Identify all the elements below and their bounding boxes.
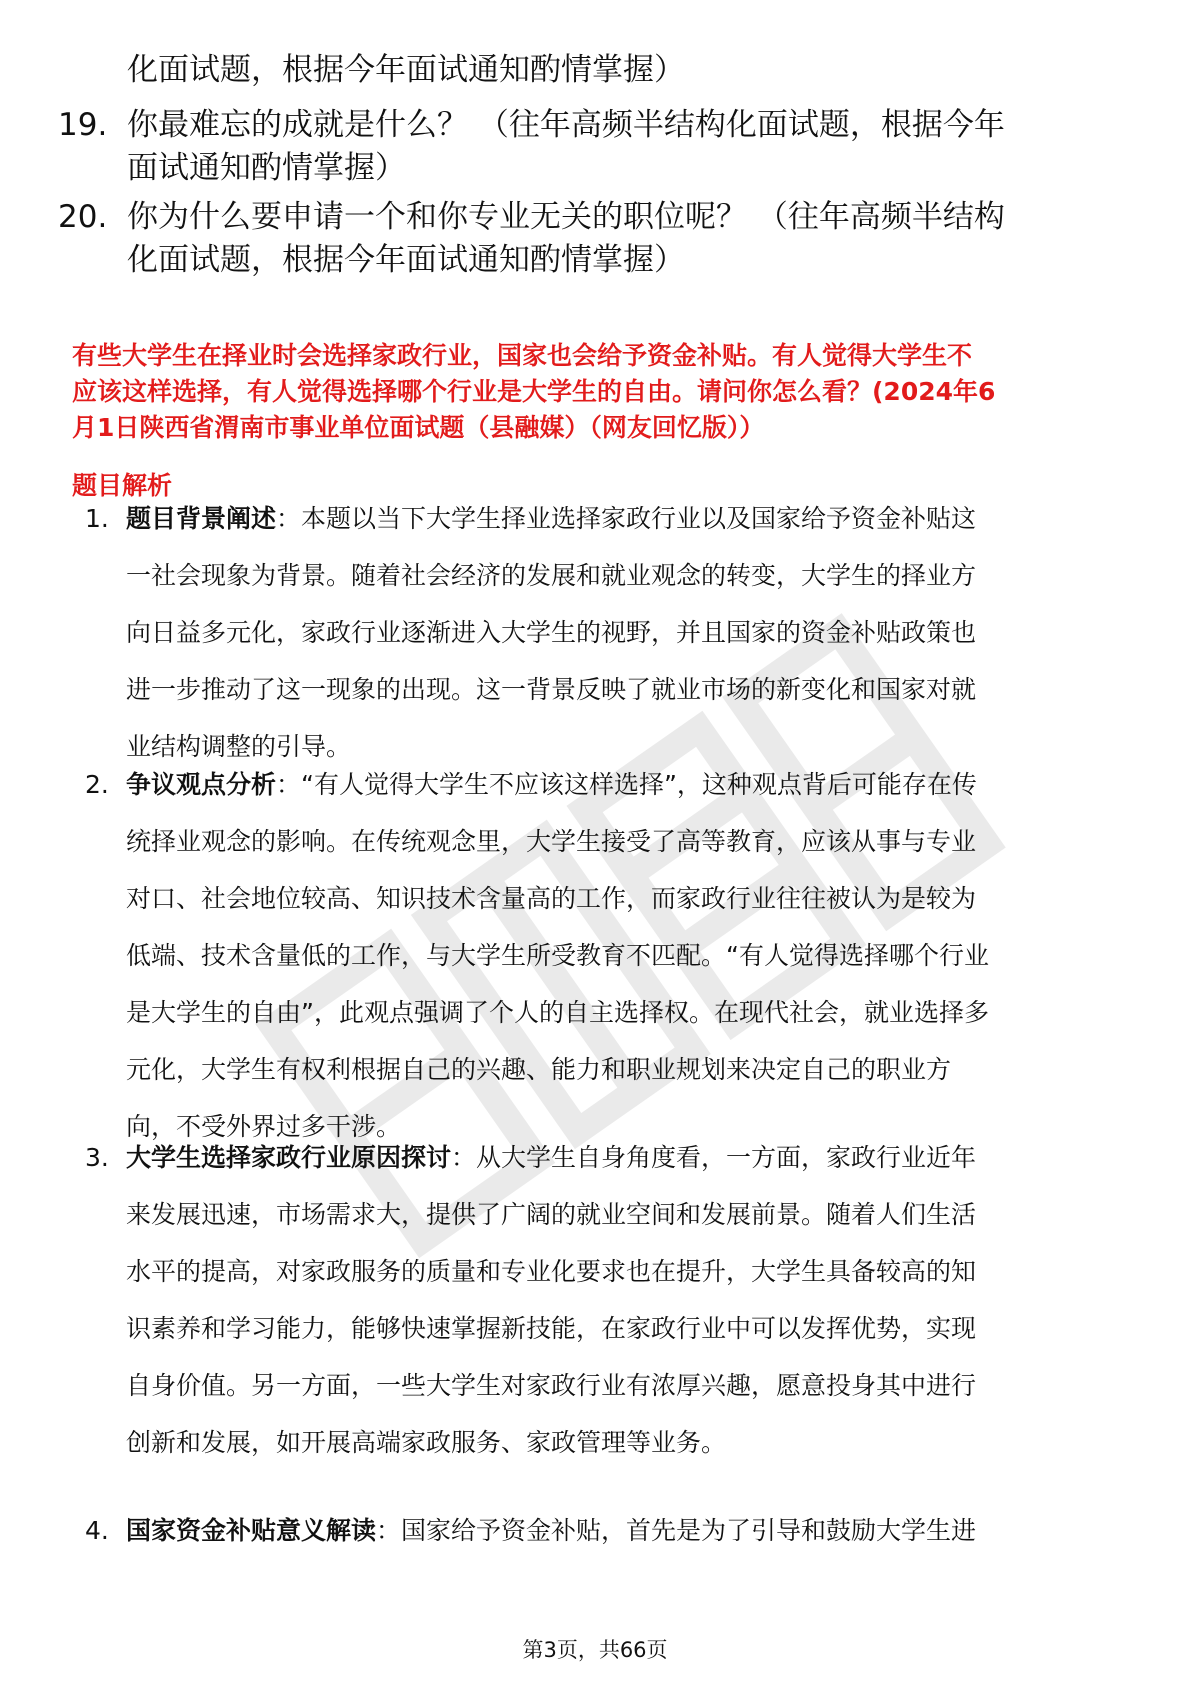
point-body xyxy=(126,490,1136,775)
point-text: ：“有人觉得大学生不应该这样选择”，这种观点背后可能存在传 xyxy=(276,770,977,799)
point-number: 1. xyxy=(85,504,109,533)
point-text: 自身价值。另一方面，一些大学生对家政行业有浓厚兴趣，愿意投身其中进行 xyxy=(126,1371,977,1400)
point-text: 业结构调整的引导。 xyxy=(126,732,352,761)
point-number: 4. xyxy=(85,1516,109,1545)
point-text: 创新和发展，如开展高端家政服务、家政管理等业务。 xyxy=(126,1428,727,1457)
page-footer: 第3页，共66页 xyxy=(522,1638,668,1662)
highlight-question-line: 应该这样选择，有人觉得选择哪个行业是大学生的自由。请问你怎么看？(2024年6 xyxy=(72,377,996,406)
point-text: 是大学生的自由”，此观点强调了个人的自主选择权。在现代社会，就业选择多 xyxy=(126,998,989,1027)
point-text: 向日益多元化，家政行业逐渐进入大学生的视野，并且国家的资金补贴政策也 xyxy=(126,618,977,647)
point-text: ：国家给予资金补贴，首先是为了引导和鼓励大学生进 xyxy=(376,1516,977,1545)
point-body xyxy=(126,1502,1136,1559)
highlight-question-line: 月1日陕西省渭南市事业单位面试题（县融媒）（网友回忆版）） xyxy=(72,413,765,442)
point-label: 争议观点分析 xyxy=(126,770,277,799)
highlight-question xyxy=(72,338,1132,446)
point-text: 来发展迅速，市场需求大，提供了广阔的就业空间和发展前景。随着人们生活 xyxy=(126,1200,977,1229)
point-number: 3. xyxy=(85,1143,109,1172)
question-number: 20. xyxy=(58,199,108,235)
point-number: 2. xyxy=(85,770,109,799)
point-text: 水平的提高，对家政服务的质量和专业化要求也在提升，大学生具备较高的知 xyxy=(126,1257,977,1286)
point-body xyxy=(126,1129,1136,1471)
question-line: 化面试题，根据今年面试通知酌情掌握） xyxy=(127,242,685,278)
analysis-title: 题目解析 xyxy=(72,471,173,500)
point-body xyxy=(126,756,1136,1155)
point-text: ：本题以当下大学生择业选择家政行业以及国家给予资金补贴这 xyxy=(276,504,977,533)
point-label: 题目背景阐述 xyxy=(126,504,277,533)
point-text: 统择业观念的影响。在传统观念里，大学生接受了高等教育，应该从事与专业 xyxy=(126,827,977,856)
point-text: 进一步推动了这一现象的出现。这一背景反映了就业市场的新变化和国家对就 xyxy=(126,675,977,704)
question-continuation: 化面试题，根据今年面试通知酌情掌握） xyxy=(127,52,685,88)
point-text: 识素养和学习能力，能够快速掌握新技能，在家政行业中可以发挥优势，实现 xyxy=(126,1314,977,1343)
point-text: 元化，大学生有权利根据自己的兴趣、能力和职业规划来决定自己的职业方 xyxy=(126,1055,952,1084)
question-text xyxy=(127,104,1107,190)
question-text xyxy=(127,196,1107,282)
question-number: 19. xyxy=(58,107,108,143)
point-text: 低端、技术含量低的工作，与大学生所受教育不匹配。“有人觉得选择哪个行业 xyxy=(126,941,989,970)
point-text: 对口、社会地位较高、知识技术含量高的工作，而家政行业往往被认为是较为 xyxy=(126,884,977,913)
point-text: 一社会现象为背景。随着社会经济的发展和就业观念的转变，大学生的择业方 xyxy=(126,561,977,590)
question-line: 你最难忘的成就是什么？ （往年高频半结构化面试题，根据今年 xyxy=(127,107,1005,143)
question-line: 面试通知酌情掌握） xyxy=(127,150,406,186)
point-text: ：从大学生自身角度看，一方面，家政行业近年 xyxy=(451,1143,977,1172)
point-label: 大学生选择家政行业原因探讨 xyxy=(126,1143,452,1172)
point-text: 向，不受外界过多干涉。 xyxy=(126,1112,402,1141)
highlight-question-line: 有些大学生在择业时会选择家政行业，国家也会给予资金补贴。有人觉得大学生不 xyxy=(72,341,973,370)
point-label: 国家资金补贴意义解读 xyxy=(126,1516,377,1545)
question-line: 你为什么要申请一个和你专业无关的职位呢？ （往年高频半结构 xyxy=(127,199,1005,235)
